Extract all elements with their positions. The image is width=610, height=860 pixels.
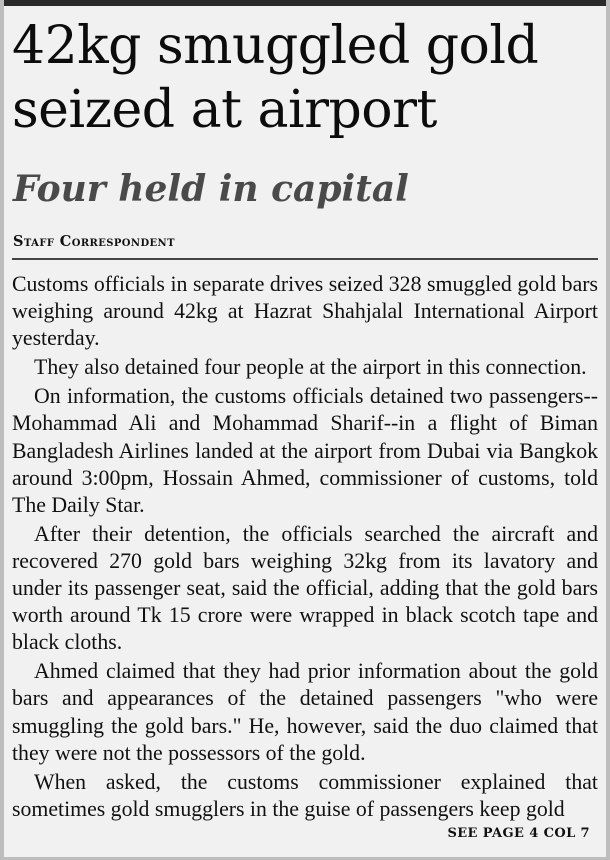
top-border (0, 0, 610, 6)
paragraph-5: Ahmed claimed that they had prior information about the gold bars and appearances of the detained passengers "who were smuggling the gold bars." He, however, said the duo claimed that they were not the possessors of the gold. (12, 659, 598, 765)
paragraph-6: When asked, the customs commissioner explained that sometimes gold smugglers in the guise of passengers keep gold (12, 769, 598, 821)
article-body (12, 271, 598, 825)
headline-line-2: seized at airport (12, 80, 437, 140)
right-border (606, 0, 610, 860)
byline: Staff Correspondent (13, 233, 175, 250)
headline (12, 14, 602, 142)
headline-line-1: 42kg smuggled gold (12, 16, 539, 76)
left-border (0, 0, 4, 860)
paragraph-3: On information, the customs officials detained two passengers--Mohammad Ali and Mohammad Sharif--in a flight of Biman Bangladesh Airlines landed at the airport from Dubai via Bangkok around 3:00pm, Hossain Ahmed, commissioner of customs, told The Daily Star. (12, 384, 598, 517)
paragraph-2: They also detained four people at the airport in this connection. (34, 355, 587, 380)
subheadline: Four held in capital (13, 168, 409, 210)
byline-divider (12, 258, 598, 260)
continuation-note: SEE PAGE 4 COL 7 (447, 826, 590, 841)
paragraph-4: After their detention, the officials searched the aircraft and recovered 270 gold bars weighing 32kg from its lavatory and under its passenger seat, said the official, adding that the gold bars worth around Tk 15 crore were wrapped in black scotch tape and black cloths. (12, 521, 598, 655)
paragraph-1: Customs officials in separate drives seized 328 smuggled gold bars weighing around 42kg at Hazrat Shahjalal International Airport yesterday. (12, 272, 598, 351)
